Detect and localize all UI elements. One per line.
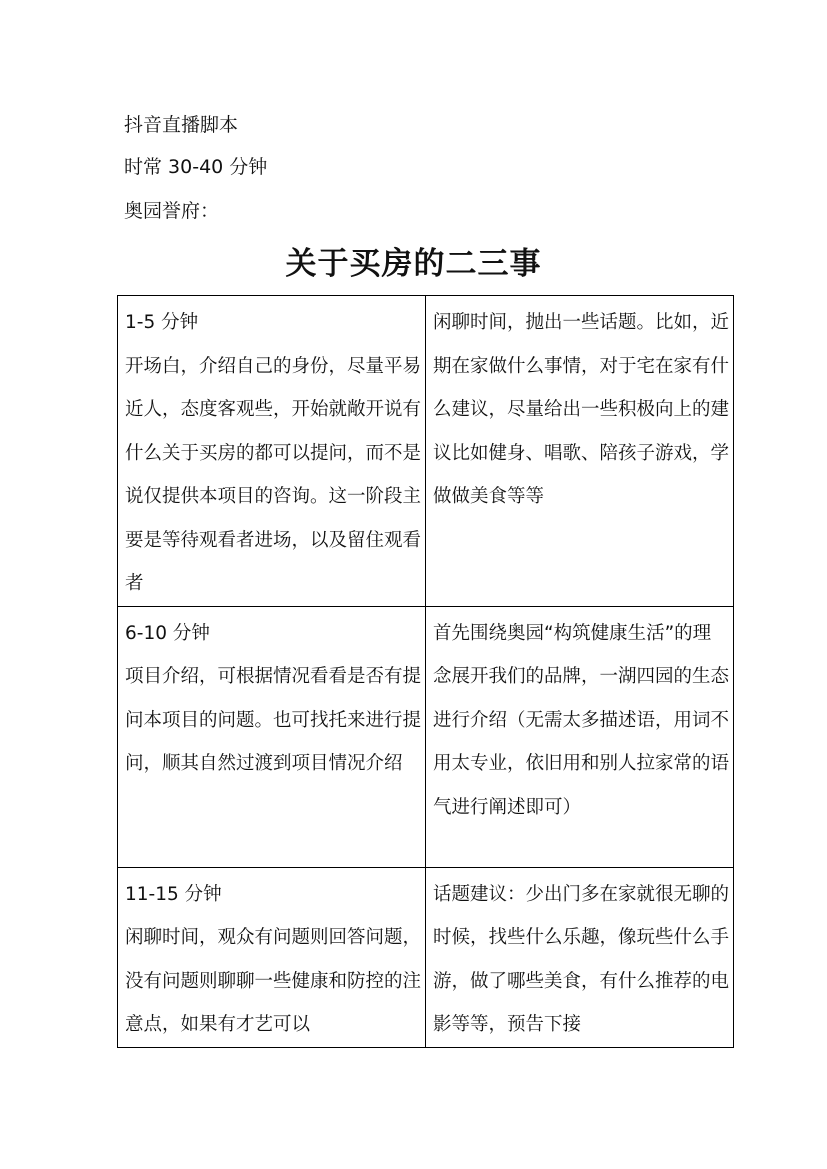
intro-line-duration: 时常 30-40 分钟 [124, 156, 268, 178]
segment-detail: 首先围绕奥园“构筑健康生活”的理念展开我们的品牌，一湖四园的生态进行介绍（无需太多描述语，用词不用太专业，依旧用和别人拉家常的语气进行阐述即可） [433, 622, 730, 818]
segment-time: 11-15 分钟 [125, 883, 222, 905]
page-title: 关于买房的二三事 [285, 246, 542, 282]
segment-detail: 闲聊时间，抛出一些话题。比如，近期在家做什么事情，对于宅在家有什么建议，尽量给出一些积极向上的建议比如健身、唱歌、陪孩子游戏，学做做美食等等 [433, 312, 730, 507]
segment-detail-cell [426, 606, 734, 867]
table-row [118, 296, 734, 607]
segment-description: 项目介绍，可根据情况看看是否有提问本项目的问题。也可找托来进行提问，顺其自然过渡到项目情况介绍 [125, 666, 422, 774]
segment-detail-cell [426, 867, 734, 1047]
intro-line-project: 奥园誉府： [124, 200, 220, 222]
segment-cell [118, 606, 426, 867]
segment-detail-cell [426, 296, 734, 607]
segment-description: 闲聊时间，观众有问题则回答问题，没有问题则聊聊一些健康和防控的注意点，如果有才艺可以 [125, 927, 422, 1035]
script-table [117, 295, 734, 1048]
segment-cell [118, 296, 426, 607]
segment-time: 1-5 分钟 [125, 312, 199, 333]
segment-description: 开场白，介绍自己的身份，尽量平易近人，态度客观些，开始就敞开说有什么关于买房的都可以提问，而不是说仅提供本项目的咨询。这一阶段主要是等待观看者进场，以及留住观看者 [125, 355, 422, 594]
segment-cell [118, 867, 426, 1047]
segment-time: 6-10 分钟 [125, 622, 210, 644]
intro-line-doc-type: 抖音直播脚本 [124, 114, 239, 136]
segment-detail: 话题建议：少出门多在家就很无聊的时候，找些什么乐趣，像玩些什么手游，做了哪些美食，有什么推荐的电影等等，预告下接 [433, 883, 730, 1035]
table-row [118, 867, 734, 1047]
table-row [118, 606, 734, 867]
